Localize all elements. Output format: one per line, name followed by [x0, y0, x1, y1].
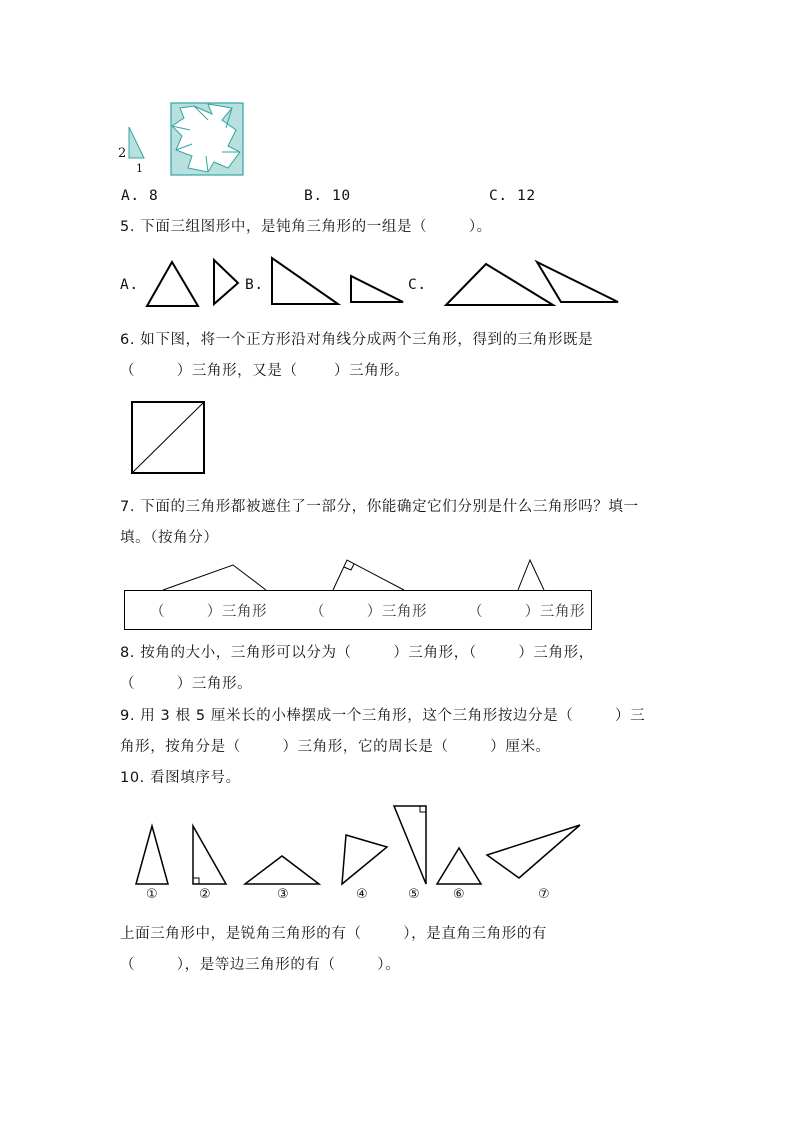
q10-triangle-2-right-angle — [193, 878, 199, 884]
q10-stem: 10. 看图填序号。 — [120, 770, 241, 786]
q7-line-1: 7. 下面的三角形都被遮住了一部分，你能确定它们分别是什么三角形吗？填一 — [120, 499, 639, 515]
q10-triangles — [0, 800, 794, 910]
q5-c-triangle-1 — [446, 264, 553, 305]
q10-line-1: 上面三角形中，是锐角三角形的有（ ），是直角三角形的有 — [120, 926, 548, 942]
q10-label-6: ⑥ — [453, 887, 466, 902]
q10-label-4: ④ — [356, 887, 369, 902]
q10-label-3: ③ — [277, 887, 290, 902]
q5-option-b-label: B. — [245, 277, 264, 293]
q7-answer-2: （ ）三角形 — [310, 604, 428, 620]
q10-triangle-3 — [245, 856, 319, 884]
q4-small-tri-left-label: 2 — [118, 146, 127, 161]
q7-right-angle-mark — [344, 564, 354, 570]
q5-b-triangle-1 — [272, 258, 338, 304]
q10-triangle-5-right-angle — [420, 806, 426, 812]
q10-label-2: ② — [199, 887, 212, 902]
q6-line-2: （ ）三角形，又是（ ）三角形。 — [120, 363, 410, 379]
q4-square-figure — [170, 102, 246, 178]
q4-small-tri-bottom-label: 1 — [136, 162, 144, 175]
q9-line-1: 9. 用 3 根 5 厘米长的小棒摆成一个三角形，这个三角形按边分是（ ）三 — [120, 708, 646, 724]
q8-line-1: 8. 按角的大小，三角形可以分为（ ）三角形，（ ）三角形， — [120, 645, 594, 661]
q5-b-triangle-2 — [351, 276, 403, 302]
q6-line-1: 6. 如下图，将一个正方形沿对角线分成两个三角形，得到的三角形既是 — [120, 332, 594, 348]
q5-option-a-label: A. — [120, 277, 139, 293]
q10-triangle-2 — [193, 826, 226, 884]
q5-a-triangle-1 — [147, 262, 198, 306]
q7-answer-3: （ ）三角形 — [468, 604, 586, 620]
q10-triangle-5 — [394, 806, 426, 884]
q4-option-a: A. 8 — [121, 188, 159, 204]
q10-triangle-6 — [437, 848, 481, 884]
q10-line-2: （ ），是等边三角形的有（ ）。 — [120, 957, 401, 973]
q7-triangle-3-top — [518, 560, 544, 590]
q10-label-1: ① — [146, 887, 159, 902]
q4-option-c: C. 12 — [489, 188, 536, 204]
q5-triangles — [0, 250, 794, 310]
q10-label-7: ⑦ — [538, 887, 551, 902]
q5-stem: 5. 下面三组图形中，是钝角三角形的一组是（ ）。 — [120, 219, 492, 235]
q7-line-2: 填。（按角分） — [120, 530, 219, 546]
q10-triangle-1 — [136, 826, 168, 884]
q4-small-triangle — [127, 125, 157, 165]
q10-triangle-7 — [487, 825, 580, 878]
q9-line-2: 角形，按角分是（ ）三角形，它的周长是（ ）厘米。 — [120, 739, 551, 755]
q7-answer-1: （ ）三角形 — [150, 604, 268, 620]
q10-label-5: ⑤ — [408, 887, 421, 902]
q10-triangle-4 — [342, 835, 387, 884]
q7-triangle-1-top — [163, 565, 266, 590]
q4-option-b: B. 10 — [304, 188, 351, 204]
q7-triangle-2-top — [333, 560, 404, 590]
q6-square-with-diagonal — [131, 401, 211, 481]
q5-c-triangle-2 — [537, 262, 618, 302]
q5-option-c-label: C. — [408, 277, 427, 293]
q8-line-2: （ ）三角形。 — [120, 676, 253, 692]
q5-a-triangle-2 — [214, 260, 238, 304]
